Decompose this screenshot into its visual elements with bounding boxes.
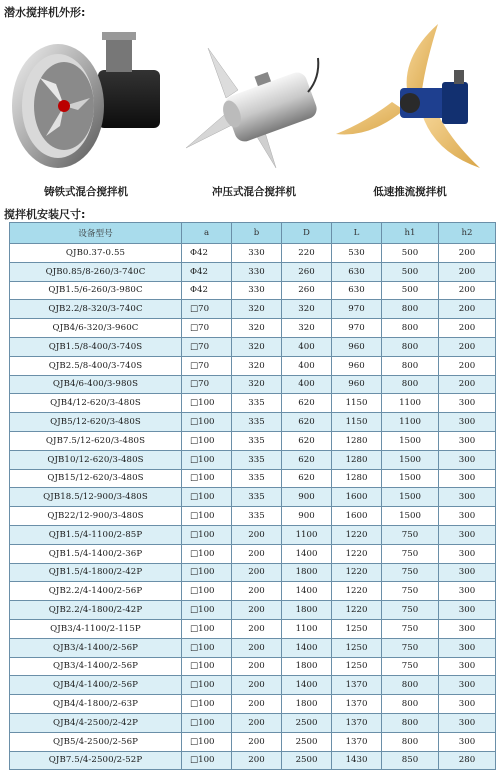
table-cell: 200 bbox=[232, 676, 282, 695]
table-row bbox=[10, 319, 496, 338]
table-cell: □100 bbox=[182, 751, 232, 770]
table-cell: 320 bbox=[232, 375, 282, 394]
table-cell: □100 bbox=[182, 676, 232, 695]
table-cell: QJB1.5/4-1800/2-42P bbox=[10, 563, 182, 582]
table-cell: 1600 bbox=[332, 488, 382, 507]
table-row bbox=[10, 713, 496, 732]
table-cell: 1400 bbox=[282, 544, 332, 563]
table-cell: 300 bbox=[439, 619, 496, 638]
table-row bbox=[10, 300, 496, 319]
table-cell: QJB22/12-900/3-480S bbox=[10, 507, 182, 526]
table-cell: 500 bbox=[382, 262, 439, 281]
table-cell: 1800 bbox=[282, 601, 332, 620]
column-header: h2 bbox=[439, 223, 496, 244]
table-cell: 970 bbox=[332, 319, 382, 338]
table-cell: 750 bbox=[382, 619, 439, 638]
table-cell: □70 bbox=[182, 319, 232, 338]
table-cell: 620 bbox=[282, 431, 332, 450]
table-cell: 1800 bbox=[282, 657, 332, 676]
table-row bbox=[10, 601, 496, 620]
table-row bbox=[10, 244, 496, 263]
table-cell: 630 bbox=[332, 281, 382, 300]
table-cell: 300 bbox=[439, 638, 496, 657]
table-cell: 960 bbox=[332, 356, 382, 375]
table-cell: 260 bbox=[282, 281, 332, 300]
stamped-mixer-photo bbox=[168, 18, 328, 178]
table-cell: 800 bbox=[382, 300, 439, 319]
table-cell: 300 bbox=[439, 488, 496, 507]
table-cell: 1600 bbox=[332, 507, 382, 526]
table-cell: 300 bbox=[439, 469, 496, 488]
table-cell: 335 bbox=[232, 413, 282, 432]
table-row bbox=[10, 394, 496, 413]
table-cell: □100 bbox=[182, 544, 232, 563]
table-row bbox=[10, 657, 496, 676]
table-cell: 1400 bbox=[282, 638, 332, 657]
table-cell: 1220 bbox=[332, 563, 382, 582]
installation-dimensions-table bbox=[9, 222, 496, 770]
table-cell: QJB2.2/8-320/3-740C bbox=[10, 300, 182, 319]
table-cell: 300 bbox=[439, 676, 496, 695]
table-cell: 750 bbox=[382, 657, 439, 676]
table-cell: 1250 bbox=[332, 638, 382, 657]
table-cell: 335 bbox=[232, 394, 282, 413]
table-cell: 750 bbox=[382, 563, 439, 582]
table-cell: 1800 bbox=[282, 695, 332, 714]
table-cell: 335 bbox=[232, 488, 282, 507]
table-cell: 260 bbox=[282, 262, 332, 281]
table-row bbox=[10, 488, 496, 507]
table-cell: 800 bbox=[382, 337, 439, 356]
table-cell: QJB1.5/6-260/3-980C bbox=[10, 281, 182, 300]
table-cell: 800 bbox=[382, 375, 439, 394]
table-cell: 300 bbox=[439, 544, 496, 563]
product-photos bbox=[0, 18, 500, 203]
table-row bbox=[10, 695, 496, 714]
table-row bbox=[10, 431, 496, 450]
table-cell: QJB3/4-1400/2-56P bbox=[10, 638, 182, 657]
table-cell: 1500 bbox=[382, 488, 439, 507]
table-row bbox=[10, 356, 496, 375]
table-cell: 300 bbox=[439, 525, 496, 544]
table-cell: 330 bbox=[232, 244, 282, 263]
table-cell: 2500 bbox=[282, 732, 332, 751]
table-cell: 300 bbox=[439, 695, 496, 714]
table-cell: QJB4/4-1400/2-56P bbox=[10, 676, 182, 695]
table-cell: □100 bbox=[182, 488, 232, 507]
table-cell: 970 bbox=[332, 300, 382, 319]
table-cell: 300 bbox=[439, 450, 496, 469]
table-cell: □100 bbox=[182, 582, 232, 601]
table-cell: □100 bbox=[182, 394, 232, 413]
table-cell: 1100 bbox=[282, 525, 332, 544]
table-cell: □100 bbox=[182, 619, 232, 638]
table-cell: 800 bbox=[382, 356, 439, 375]
table-cell: □100 bbox=[182, 431, 232, 450]
table-cell: □70 bbox=[182, 300, 232, 319]
table-cell: 1250 bbox=[332, 619, 382, 638]
table-cell: QJB0.37-0.55 bbox=[10, 244, 182, 263]
table-cell: QJB3/4-1100/2-115P bbox=[10, 619, 182, 638]
column-header: b bbox=[232, 223, 282, 244]
table-cell: 320 bbox=[232, 319, 282, 338]
table-cell: □70 bbox=[182, 375, 232, 394]
caption-low-speed-flow-pusher: 低速推流搅拌机 bbox=[373, 186, 447, 198]
table-cell: QJB4/4-2500/2-42P bbox=[10, 713, 182, 732]
table-cell: 400 bbox=[282, 356, 332, 375]
table-cell: 335 bbox=[232, 450, 282, 469]
table-cell: 300 bbox=[439, 657, 496, 676]
table-cell: 200 bbox=[439, 375, 496, 394]
table-row bbox=[10, 676, 496, 695]
table-row bbox=[10, 469, 496, 488]
table-cell: 300 bbox=[439, 713, 496, 732]
table-cell: □100 bbox=[182, 657, 232, 676]
table-cell: 1430 bbox=[332, 751, 382, 770]
table-cell: □100 bbox=[182, 695, 232, 714]
table-cell: 800 bbox=[382, 732, 439, 751]
table-cell: 1280 bbox=[332, 431, 382, 450]
table-cell: QJB4/12-620/3-480S bbox=[10, 394, 182, 413]
table-cell: QJB15/12-620/3-480S bbox=[10, 469, 182, 488]
column-header: a bbox=[182, 223, 232, 244]
table-cell: 1370 bbox=[332, 695, 382, 714]
table-row bbox=[10, 413, 496, 432]
table-cell: 800 bbox=[382, 676, 439, 695]
table-cell: 620 bbox=[282, 413, 332, 432]
table-cell: 2500 bbox=[282, 751, 332, 770]
table-cell: 200 bbox=[232, 525, 282, 544]
table-cell: QJB7.5/12-620/3-480S bbox=[10, 431, 182, 450]
column-header: L bbox=[332, 223, 382, 244]
table-cell: 200 bbox=[439, 281, 496, 300]
table-cell: 200 bbox=[439, 262, 496, 281]
table-cell: 750 bbox=[382, 582, 439, 601]
table-cell: QJB2.2/4-1800/2-42P bbox=[10, 601, 182, 620]
table-cell: 200 bbox=[439, 337, 496, 356]
table-cell: 1100 bbox=[282, 619, 332, 638]
section-title-appearance: 潜水搅拌机外形: bbox=[4, 6, 86, 19]
table-cell: 335 bbox=[232, 469, 282, 488]
table-cell: QJB10/12-620/3-480S bbox=[10, 450, 182, 469]
low-speed-flow-pusher-photo bbox=[330, 18, 490, 178]
table-cell: 1500 bbox=[382, 507, 439, 526]
table-cell: 200 bbox=[232, 582, 282, 601]
table-cell: 300 bbox=[439, 732, 496, 751]
table-row bbox=[10, 563, 496, 582]
table-cell: QJB4/6-320/3-960C bbox=[10, 319, 182, 338]
table-cell: □100 bbox=[182, 563, 232, 582]
table-cell: 1370 bbox=[332, 732, 382, 751]
table-cell: 1100 bbox=[382, 413, 439, 432]
table-cell: 1220 bbox=[332, 525, 382, 544]
table-cell: 300 bbox=[439, 394, 496, 413]
table-cell: 1370 bbox=[332, 713, 382, 732]
table-cell: QJB4/4-1800/2-63P bbox=[10, 695, 182, 714]
table-cell: QJB0.85/8-260/3-740C bbox=[10, 262, 182, 281]
table-cell: 1400 bbox=[282, 582, 332, 601]
table-cell: Φ42 bbox=[182, 281, 232, 300]
table-cell: QJB7.5/4-2500/2-52P bbox=[10, 751, 182, 770]
table-cell: 400 bbox=[282, 337, 332, 356]
table-cell: 1100 bbox=[382, 394, 439, 413]
table-row bbox=[10, 732, 496, 751]
table-cell: 200 bbox=[232, 657, 282, 676]
table-cell: □100 bbox=[182, 413, 232, 432]
table-row bbox=[10, 337, 496, 356]
table-cell: 2500 bbox=[282, 713, 332, 732]
table-cell: 320 bbox=[232, 356, 282, 375]
caption-stamped-mixer: 冲压式混合搅拌机 bbox=[212, 186, 296, 198]
table-row bbox=[10, 281, 496, 300]
table-cell: 200 bbox=[232, 619, 282, 638]
table-cell: □100 bbox=[182, 469, 232, 488]
table-row bbox=[10, 262, 496, 281]
table-cell: 200 bbox=[232, 751, 282, 770]
table-cell: 330 bbox=[232, 262, 282, 281]
table-row bbox=[10, 525, 496, 544]
table-cell: □100 bbox=[182, 601, 232, 620]
table-cell: 630 bbox=[332, 262, 382, 281]
table-cell: 1250 bbox=[332, 657, 382, 676]
table-cell: 320 bbox=[282, 319, 332, 338]
table-cell: 1800 bbox=[282, 563, 332, 582]
table-cell: Φ42 bbox=[182, 262, 232, 281]
table-row bbox=[10, 751, 496, 770]
table-cell: 200 bbox=[232, 544, 282, 563]
table-cell: □100 bbox=[182, 507, 232, 526]
table-cell: QJB2.5/8-400/3-740S bbox=[10, 356, 182, 375]
column-header: 设备型号 bbox=[10, 223, 182, 244]
table-row bbox=[10, 375, 496, 394]
table-cell: QJB18.5/12-900/3-480S bbox=[10, 488, 182, 507]
table-body bbox=[10, 244, 496, 770]
table-cell: QJB1.5/4-1400/2-36P bbox=[10, 544, 182, 563]
table-cell: 220 bbox=[282, 244, 332, 263]
table-cell: □100 bbox=[182, 713, 232, 732]
table-cell: 960 bbox=[332, 375, 382, 394]
table-cell: 800 bbox=[382, 695, 439, 714]
table-cell: 1400 bbox=[282, 676, 332, 695]
table-cell: 1220 bbox=[332, 601, 382, 620]
table-cell: 620 bbox=[282, 394, 332, 413]
table-cell: 300 bbox=[439, 563, 496, 582]
table-cell: 200 bbox=[439, 300, 496, 319]
table-cell: 1500 bbox=[382, 469, 439, 488]
table-cell: 1370 bbox=[332, 676, 382, 695]
table-cell: 300 bbox=[439, 601, 496, 620]
table-row bbox=[10, 582, 496, 601]
table-cell: 1280 bbox=[332, 469, 382, 488]
table-row bbox=[10, 638, 496, 657]
table-cell: 1280 bbox=[332, 450, 382, 469]
table-cell: 800 bbox=[382, 319, 439, 338]
table-cell: 750 bbox=[382, 638, 439, 657]
table-cell: 750 bbox=[382, 525, 439, 544]
table-cell: 200 bbox=[232, 563, 282, 582]
cast-iron-mixer-photo bbox=[6, 18, 166, 178]
table-cell: 200 bbox=[439, 319, 496, 338]
table-cell: 330 bbox=[232, 281, 282, 300]
table-cell: □100 bbox=[182, 450, 232, 469]
table-cell: 320 bbox=[282, 300, 332, 319]
table-cell: QJB1.5/8-400/3-740S bbox=[10, 337, 182, 356]
table-cell: 300 bbox=[439, 431, 496, 450]
table-cell: 320 bbox=[232, 300, 282, 319]
table-cell: 620 bbox=[282, 469, 332, 488]
caption-cast-iron-mixer: 铸铁式混合搅拌机 bbox=[44, 186, 128, 198]
table-cell: 960 bbox=[332, 337, 382, 356]
table-cell: 200 bbox=[439, 356, 496, 375]
table-cell: 620 bbox=[282, 450, 332, 469]
table-cell: 200 bbox=[439, 244, 496, 263]
table-cell: □70 bbox=[182, 356, 232, 375]
table-cell: Φ42 bbox=[182, 244, 232, 263]
table-cell: QJB1.5/4-1100/2-85P bbox=[10, 525, 182, 544]
table-cell: 300 bbox=[439, 507, 496, 526]
table-cell: 900 bbox=[282, 488, 332, 507]
table-cell: 800 bbox=[382, 713, 439, 732]
table-cell: 335 bbox=[232, 431, 282, 450]
table-cell: 320 bbox=[232, 337, 282, 356]
table-cell: 750 bbox=[382, 601, 439, 620]
table-cell: 1220 bbox=[332, 544, 382, 563]
table-cell: 500 bbox=[382, 281, 439, 300]
table-row bbox=[10, 450, 496, 469]
table-cell: 530 bbox=[332, 244, 382, 263]
table-cell: 200 bbox=[232, 732, 282, 751]
table-cell: QJB3/4-1400/2-56P bbox=[10, 657, 182, 676]
table-cell: 335 bbox=[232, 507, 282, 526]
table-row bbox=[10, 544, 496, 563]
table-cell: 1500 bbox=[382, 431, 439, 450]
table-cell: 200 bbox=[232, 695, 282, 714]
column-header: h1 bbox=[382, 223, 439, 244]
column-header: D bbox=[282, 223, 332, 244]
table-cell: 200 bbox=[232, 601, 282, 620]
table-cell: QJB5/12-620/3-480S bbox=[10, 413, 182, 432]
table-cell: 850 bbox=[382, 751, 439, 770]
table-cell: 1150 bbox=[332, 413, 382, 432]
table-cell: QJB2.2/4-1400/2-56P bbox=[10, 582, 182, 601]
table-cell: □100 bbox=[182, 638, 232, 657]
table-cell: □100 bbox=[182, 525, 232, 544]
table-cell: QJB5/4-2500/2-56P bbox=[10, 732, 182, 751]
table-cell: 500 bbox=[382, 244, 439, 263]
table-cell: □70 bbox=[182, 337, 232, 356]
table-cell: 400 bbox=[282, 375, 332, 394]
table-cell: 1220 bbox=[332, 582, 382, 601]
table-cell: 1150 bbox=[332, 394, 382, 413]
table-row bbox=[10, 507, 496, 526]
table-cell: 200 bbox=[232, 713, 282, 732]
table-row bbox=[10, 619, 496, 638]
table-cell: 750 bbox=[382, 544, 439, 563]
section-title-installation: 搅拌机安装尺寸: bbox=[4, 208, 86, 221]
table-cell: □100 bbox=[182, 732, 232, 751]
table-cell: QJB4/6-400/3-980S bbox=[10, 375, 182, 394]
table-cell: 200 bbox=[232, 638, 282, 657]
table-cell: 300 bbox=[439, 582, 496, 601]
table-cell: 280 bbox=[439, 751, 496, 770]
table-header-row bbox=[10, 223, 496, 244]
table-cell: 900 bbox=[282, 507, 332, 526]
table-cell: 1500 bbox=[382, 450, 439, 469]
table-cell: 300 bbox=[439, 413, 496, 432]
